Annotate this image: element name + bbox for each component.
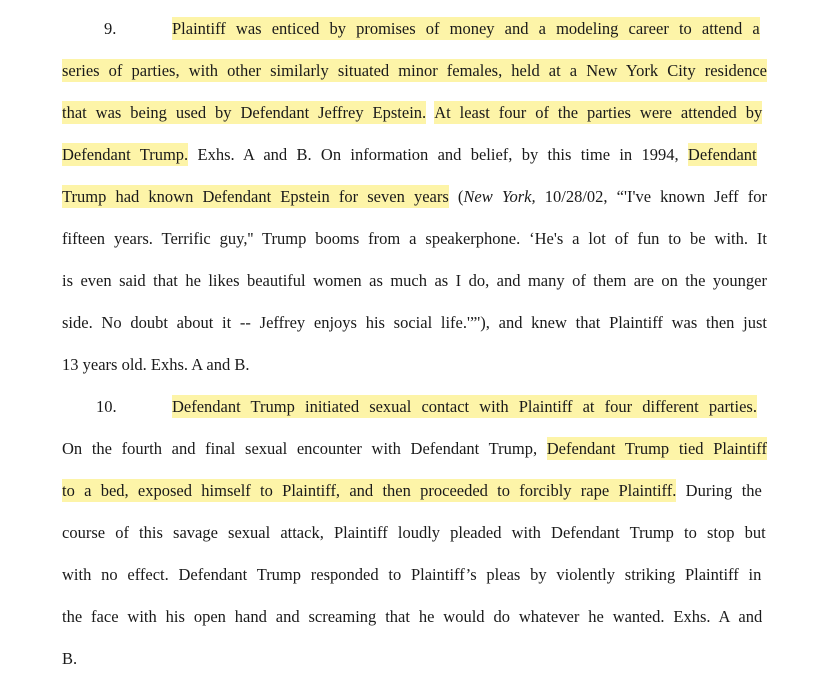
text-run: the face with his open hand and screaming that he would do whatever he wanted. Exhs. A and <box>62 607 763 626</box>
text-run: B. <box>62 649 78 668</box>
text-line <box>62 562 761 588</box>
text-line <box>62 478 762 504</box>
text-line <box>62 184 767 210</box>
text-line <box>62 646 77 672</box>
highlighted-text: Plaintiff was enticed by promises of money and a modeling career to attend a <box>172 19 760 38</box>
text-run: New York, <box>463 187 536 206</box>
text-line <box>62 142 757 168</box>
highlighted-text: Defendant Trump initiated sexual contact with Plaintiff at four different parties. <box>172 397 757 416</box>
highlighted-text: Trump had known Defendant Epstein for seven years <box>62 187 449 206</box>
text-line <box>62 100 762 126</box>
text-line <box>62 604 762 630</box>
text-run: 13 years old. Exhs. A and B. <box>62 355 250 374</box>
text-run: 10/28/02, “'I've known Jeff for <box>535 187 767 206</box>
text-run: with no effect. Defendant Trump responded to Plaintiff’s pleas by violently striking Plaintiff in <box>62 565 762 584</box>
highlighted-text: Defendant Trump. <box>62 145 189 164</box>
highlighted-text: Defendant <box>687 145 757 164</box>
text-line <box>62 226 767 252</box>
highlighted-text: that was being used by Defendant Jeffrey Epstein. <box>62 103 427 122</box>
paragraph-number: 9. <box>104 19 117 38</box>
text-line <box>62 520 766 546</box>
highlighted-text: At least four of the parties were attended by <box>434 103 763 122</box>
text-line <box>62 268 767 294</box>
text-run: side. No doubt about it -- Jeffrey enjoys his social life.'”'), and knew that Plaintiff was then just <box>62 313 767 332</box>
text-line <box>172 16 760 42</box>
text-run: During the <box>676 481 762 500</box>
text-run: Exhs. A and B. On information and belief, by this time in 1994, <box>188 145 688 164</box>
paragraph-number: 10. <box>96 397 117 416</box>
text-line <box>62 352 249 378</box>
text-line <box>172 394 757 420</box>
text-run <box>426 103 434 122</box>
text-run: is even said that he likes beautiful women as much as I do, and many of them are on the younger <box>62 271 767 290</box>
highlighted-text: Defendant Trump tied Plaintiff <box>546 439 768 458</box>
highlighted-text: series of parties, with other similarly situated minor females, held at a New York City residence <box>62 61 767 80</box>
text-run: fifteen years. Terrific guy,'' Trump booms from a speakerphone. ‘He's a lot of fun to be with. It <box>62 229 767 248</box>
text-run: course of this savage sexual attack, Plaintiff loudly pleaded with Defendant Trump to stop but <box>62 523 766 542</box>
text-run: ( <box>448 187 464 206</box>
text-line <box>62 58 767 84</box>
text-line <box>62 310 767 336</box>
text-run: On the fourth and final sexual encounter with Defendant Trump, <box>62 439 547 458</box>
highlighted-text: to a bed, exposed himself to Plaintiff, and then proceeded to forcibly rape Plaintiff. <box>62 481 677 500</box>
text-line <box>62 436 767 462</box>
